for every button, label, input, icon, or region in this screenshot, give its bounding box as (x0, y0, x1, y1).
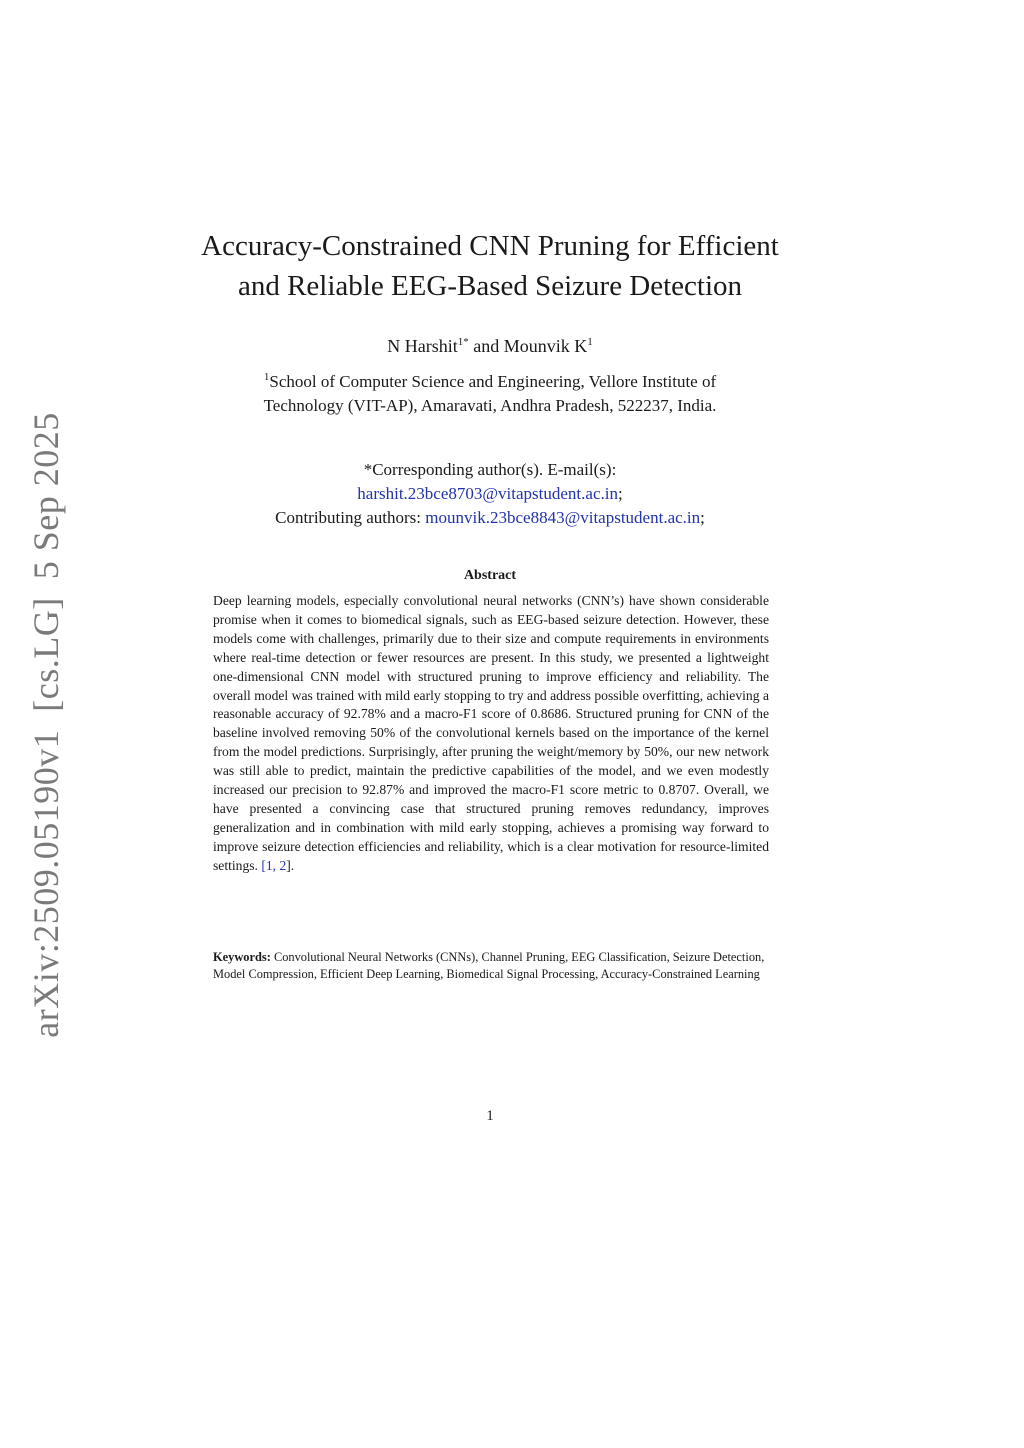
author-list (170, 334, 810, 358)
abstract-heading: Abstract (463, 568, 517, 583)
affiliation (200, 370, 780, 418)
author-2-affil-mark: 1 (587, 336, 593, 348)
correspondence-label: *Corresponding author(s). E-mail(s): (363, 460, 617, 479)
keywords-text: Convolutional Neural Networks (CNNs), Channel Pruning, EEG Classification, Seizure Detection, Model Compression, Efficient Deep Learning, Biomedical Signal Processing, Accuracy-Constrained Learning (213, 950, 765, 981)
author-conjunction: and (473, 336, 500, 356)
citation-open: [ (261, 857, 266, 873)
contributing-line (170, 506, 810, 530)
affiliation-line-1 (200, 370, 780, 394)
affiliation-text-1: School of Computer Science and Engineering, Vellore Institute of (269, 372, 717, 391)
title-line-1: Accuracy-Constrained CNN Pruning for Efficient (201, 230, 779, 262)
page-number: 1 (486, 1108, 494, 1124)
arxiv-date: 5 Sep 2025 (26, 412, 66, 580)
correspondence-email-line (170, 482, 810, 506)
email-separator-1: ; (617, 484, 623, 503)
arxiv-stamp (25, 412, 67, 1037)
author-2-name: Mounvik K (503, 336, 588, 356)
citation-link-2[interactable]: 2 (279, 857, 287, 873)
affiliation-mark: 1 (263, 371, 270, 383)
citation-close: ]. (286, 857, 295, 873)
contributing-email-link[interactable]: mounvik.23bce8843@vitapstudent.ac.in (425, 508, 701, 527)
arxiv-category: [cs.LG] (26, 597, 66, 712)
citation-separator: , (272, 857, 280, 873)
keywords-label: Keywords: (213, 950, 271, 964)
affiliation-line-2: Technology (VIT-AP), Amaravati, Andhra Pradesh, 522237, India. (263, 396, 717, 415)
keywords-block (213, 949, 769, 982)
title-line-2: and Reliable EEG-Based Seizure Detection (237, 270, 743, 302)
abstract-text: Deep learning models, especially convolutional neural networks (CNN’s) have shown considerable promise when it comes to biomedical signals, such as EEG-based seizure detection. However, these models come with challenges, primarily due to their size and compute requirements in environments where real-time detection or fewer resources are present. In this study, we presented a lightweight one-dimensional CNN model with structured pruning to improve efficiency and reliability. The overall model was trained with mild early stopping to try and address possible overfitting, achieving a reasonable accuracy of 92.78% and a macro-F1 score of 0.8686. Structured pruning for CNN of the baseline involved removing 50% of the convolutional kernels based on the importance of the kernel from the model predictions. Surprisingly, after pruning the weight/memory by 50%, our new network was still able to predict, maintain the predictive capabilities of the model, and we even modestly increased our precision to 92.87% and improved the macro-F1 score metric to 0.8707. Overall, we have presented a convincing case that structured pruning removes redundancy, improves generalization and in combination with mild early stopping, achieves a promising way forward to improve seizure detection efficiencies and reliability, which is a clear motivation for resource-limited settings. (213, 593, 769, 873)
corresponding-email-link[interactable]: harshit.23bce8703@vitapstudent.ac.in (357, 484, 618, 503)
correspondence-block (170, 458, 810, 530)
author-1-affil-mark: 1* (457, 336, 469, 348)
contributing-label: Contributing authors: (275, 508, 422, 527)
citation-link-1[interactable]: 1 (265, 857, 273, 873)
author-1-name: N Harshit (387, 336, 458, 356)
paper-title (170, 226, 810, 306)
arxiv-id[interactable]: arXiv:2509.05190v1 (26, 729, 66, 1038)
email-separator-2: ; (700, 508, 705, 527)
abstract-body (213, 592, 769, 876)
